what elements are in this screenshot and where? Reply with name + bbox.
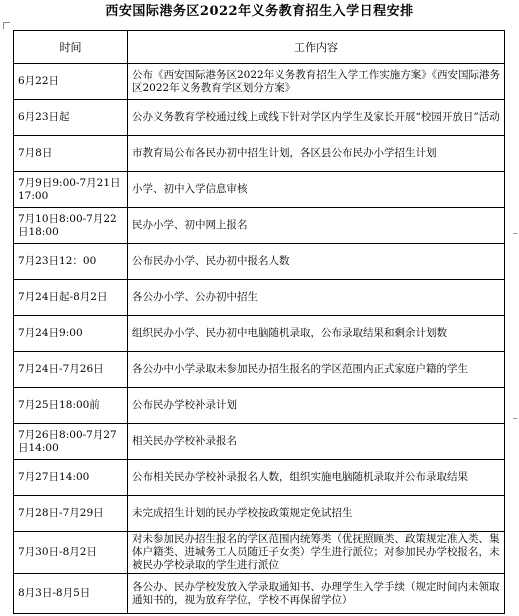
row-time: 7月24日起-8月2日 [14, 280, 128, 316]
row-content: 公布民办小学、民办初中报名人数 [128, 244, 505, 280]
table-row [14, 460, 505, 496]
row-time: 6月23日起 [14, 100, 128, 136]
schedule-table [13, 30, 505, 614]
column-header-time: 时间 [14, 31, 128, 64]
row-time: 7月30日-8月2日 [14, 532, 128, 574]
table-row [14, 352, 505, 388]
margin-tick [513, 418, 517, 419]
table-row [14, 208, 505, 244]
table-row [14, 244, 505, 280]
row-content: 相关民办学校补录报名 [128, 424, 505, 460]
row-time: 7月10日8:00-7月22日18:00 [14, 208, 128, 244]
row-time: 7月8日 [14, 136, 128, 172]
table-row [14, 64, 505, 100]
table-row [14, 136, 505, 172]
document-title: 西安国际港务区2022年义务教育招生入学日程安排 [105, 4, 414, 19]
table-header-row [14, 31, 505, 64]
row-content: 公布《西安国际港务区2022年义务教育招生入学工作实施方案》《西安国际港务区2022年义务教育学区划分方案》 [128, 64, 505, 100]
row-time: 7月26日8:00-7月27日14:00 [14, 424, 128, 460]
row-content: 对未参加民办招生报名的学区范围内统筹类（优抚照顾类、政策规定准入类、集体户籍类、进城务工人员随迁子女类）学生进行派位；对参加民办学校报名，未被民办学校录取的学生进行派位 [128, 532, 505, 574]
row-content: 各公办中小学录取未参加民办招生报名的学区范围内正式家庭户籍的学生 [128, 352, 505, 388]
row-time: 8月3日-8月5日 [14, 574, 128, 614]
row-content: 各公办小学、公办初中招生 [128, 280, 505, 316]
margin-tick [513, 233, 517, 234]
table-row [14, 100, 505, 136]
table-row [14, 172, 505, 208]
row-time: 7月23日12：00 [14, 244, 128, 280]
schedule-body [14, 64, 505, 614]
row-content: 公办义务教育学校通过线上或线下针对学区内学生及家长开展“校园开放日”活动 [128, 100, 505, 136]
row-content: 公布相关民办学校补录报名人数，组织实施电脑随机录取并公布录取结果 [128, 460, 505, 496]
row-time: 7月25日18:00前 [14, 388, 128, 424]
row-time: 7月27日14:00 [14, 460, 128, 496]
row-content: 未完成招生计划的民办学校按政策规定免试招生 [128, 496, 505, 532]
column-header-content: 工作内容 [128, 31, 505, 64]
row-content: 小学、初中入学信息审核 [128, 172, 505, 208]
row-time: 7月9日9:00-7月21日17:00 [14, 172, 128, 208]
row-content: 市教育局公布各民办初中招生计划，各区县公布民办小学招生计划 [128, 136, 505, 172]
row-time: 6月22日 [14, 64, 128, 100]
table-row [14, 532, 505, 574]
row-time: 7月24日9:00 [14, 316, 128, 352]
table-row [14, 496, 505, 532]
row-content: 民办小学、初中网上报名 [128, 208, 505, 244]
table-row [14, 574, 505, 614]
row-time: 7月24日-7月26日 [14, 352, 128, 388]
table-row [14, 316, 505, 352]
table-row [14, 280, 505, 316]
row-time: 7月28日-7月29日 [14, 496, 128, 532]
table-row [14, 424, 505, 460]
row-content: 各公办、民办学校发放入学录取通知书、办理学生入学手续（规定时间内未领取通知书的，视为放弃学位，学校不再保留学位） [128, 574, 505, 614]
table-row [14, 388, 505, 424]
row-content: 组织民办小学、民办初中电脑随机录取，公布录取结果和剩余计划数 [128, 316, 505, 352]
row-content: 公布民办学校补录计划 [128, 388, 505, 424]
